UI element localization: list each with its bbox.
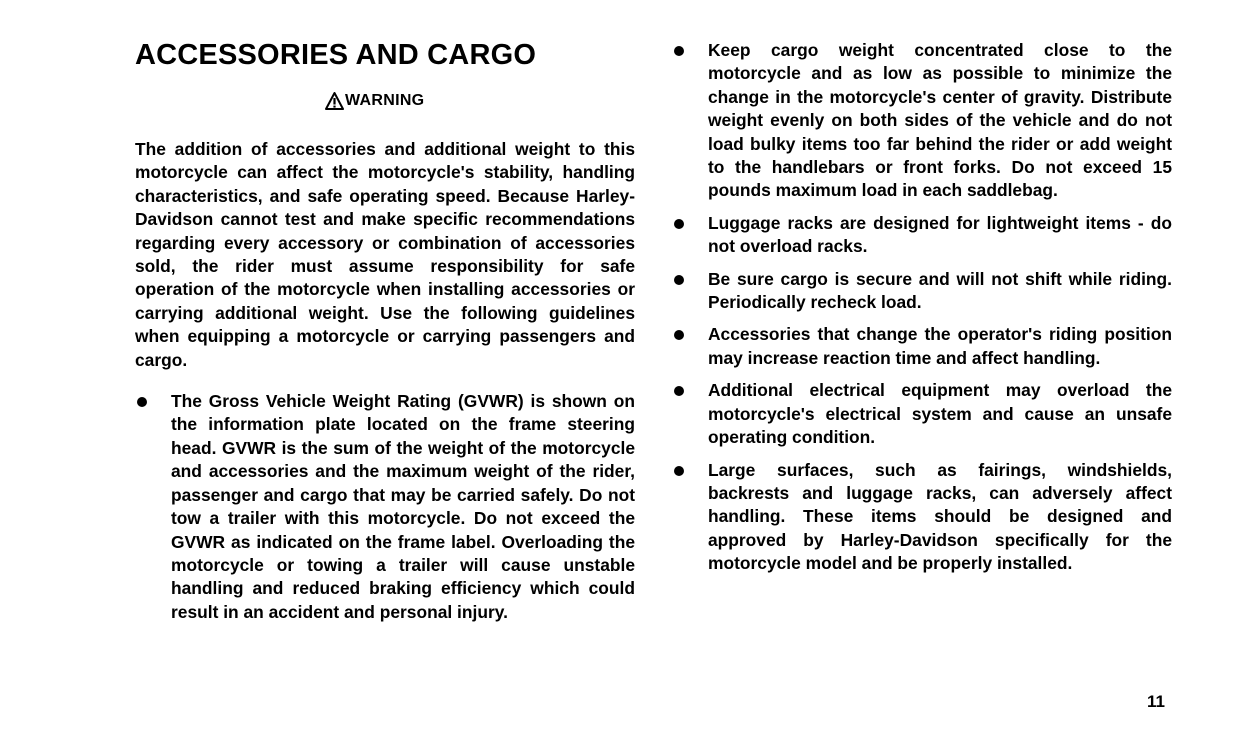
page-title: ACCESSORIES AND CARGO — [135, 39, 537, 71]
list-item-text: Be sure cargo is secure and will not shift while riding. Periodically recheck load. — [708, 268, 1172, 313]
right-bullet-list — [672, 39, 1172, 576]
list-item-text: The Gross Vehicle Weight Rating (GVWR) is shown on the information plate located on the frame steering head. GVWR is the sum of the weight of the motorcycle and accessories and the maximum weight of the rider, passenger and cargo that may be carried safely. Do not tow a trailer with this motorcycle. Do not exceed the GVWR as indicated on the frame label. Overloading the motorcycle or towing a trailer will cause unstable handling and reduced braking efficiency which could result in an accident and personal injury. — [171, 391, 635, 622]
bullet-icon — [674, 466, 684, 476]
list-item — [672, 268, 1172, 315]
bullet-icon — [674, 219, 684, 229]
list-item — [672, 379, 1172, 449]
list-item-text: Keep cargo weight concentrated close to the motorcycle and as low as possible to minimize the change in the motorcycle's center of gravity. Distribute weight evenly on both sides of the vehicle and do not load bulky items too far behind the rider or add weight to the handlebars or front forks. Do not exceed 15 pounds maximum load in each saddlebag. — [708, 40, 1172, 201]
warning-label: WARNING — [345, 92, 425, 109]
list-item — [672, 39, 1172, 203]
warning-header — [325, 92, 424, 110]
list-item — [672, 459, 1172, 576]
left-bullet-list — [135, 390, 635, 624]
bullet-icon — [674, 386, 684, 396]
bullet-icon — [674, 46, 684, 56]
list-item-text: Additional electrical equipment may overload the motorcycle's electrical system and cause an unsafe operating condition. — [708, 380, 1172, 448]
bullet-icon — [674, 330, 684, 340]
list-item-text: Luggage racks are designed for lightweight items - do not overload racks. — [708, 212, 1172, 257]
page-number: 11 — [1147, 692, 1165, 711]
warning-text: The addition of accessories and additional weight to this motorcycle can affect the motorcycle's stability, handling characteristics, and safe operating speed. Because Harley-Davidson cannot test and make specific recommendations regarding every accessory or combination of accessories sold, the rider must assume responsibility for safe operation of the motorcycle when installing accessories or carrying additional weight. Use the following guidelines when equipping a motorcycle or carrying passengers and cargo. — [135, 139, 635, 370]
list-item — [672, 212, 1172, 259]
list-item-text: Accessories that change the operator's riding position may increase reaction time and affect handling. — [708, 324, 1172, 368]
warning-triangle-icon — [325, 92, 345, 110]
list-item — [672, 323, 1172, 370]
list-item — [135, 390, 635, 624]
bullet-icon — [137, 397, 147, 407]
bullet-icon — [674, 275, 684, 285]
left-column — [135, 138, 635, 624]
right-column — [672, 39, 1172, 585]
list-item-text: Large surfaces, such as fairings, windshields, backrests and luggage racks, can adversely affect handling. These items should be designed and approved by Harley-Davidson specifically for the motorcycle model and be properly installed. — [708, 459, 1172, 574]
